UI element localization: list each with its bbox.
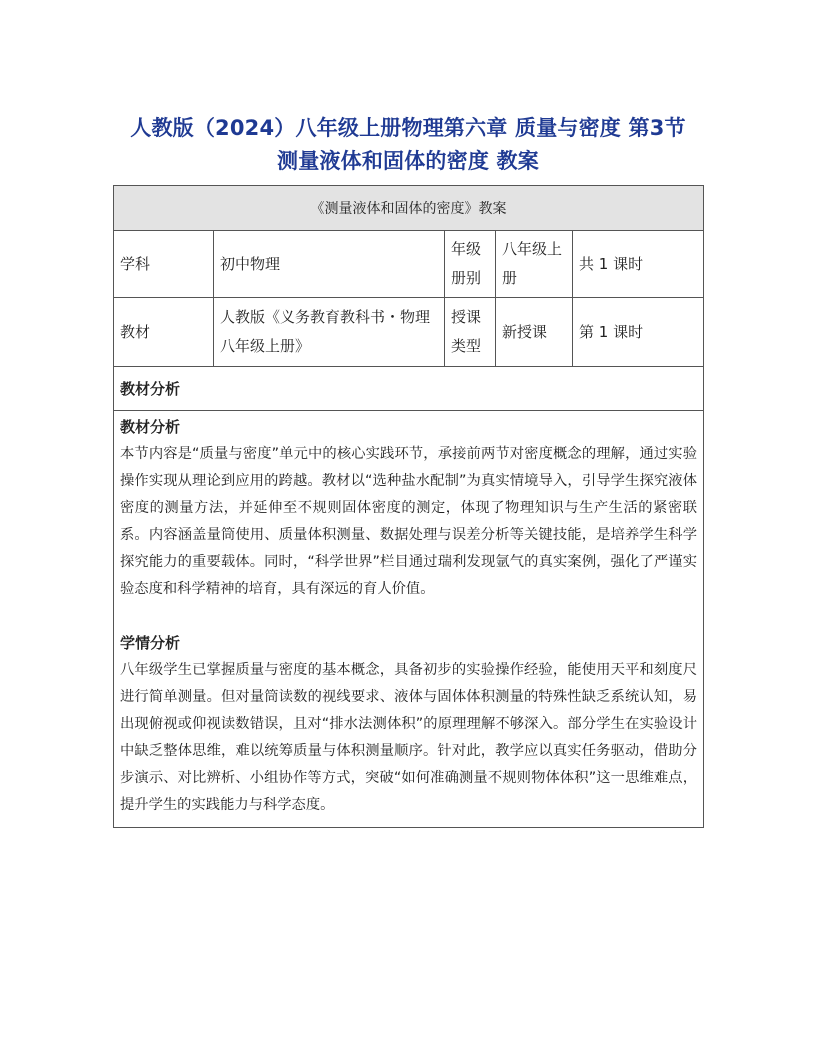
analysis-content bbox=[114, 411, 704, 828]
textbook-analysis-text: 本节内容是“质量与密度”单元中的核心实践环节，承接前两节对密度概念的理解，通过实验操作实现从理论到应用的跨越。教材以“选种盐水配制”为真实情境导入，引导学生探究液体密度的测量方法，并延伸至不规则固体密度的测定，体现了物理知识与生产生活的紧密联系。内容涵盖量筒使用、质量体积测量、数据处理与误差分析等关键技能，是培养学生科学探究能力的重要载体。同时，“科学世界”栏目通过瑞利发现氩气的真实案例，强化了严谨实验态度和科学精神的培育，具有深远的育人价值。 bbox=[120, 446, 698, 597]
table-header: 《测量液体和固体的密度》教案 bbox=[114, 186, 704, 231]
title-line-1: 人教版（2024）八年级上册物理第六章 质量与密度 第3节 bbox=[130, 116, 686, 140]
document-title bbox=[0, 112, 816, 178]
student-analysis-heading: 学情分析 bbox=[120, 634, 181, 652]
subject-label: 学科 bbox=[114, 231, 214, 298]
lesson-number: 第 1 课时 bbox=[573, 298, 704, 367]
student-analysis-text: 八年级学生已掌握质量与密度的基本概念，具备初步的实验操作经验，能使用天平和刻度尺进行简单测量。但对量筒读数的视线要求、液体与固体体积测量的特殊性缺乏系统认知，易出现俯视或仰视读数错误，且对“排水法测体积”的原理理解不够深入。部分学生在实验设计中缺乏整体思维，难以统筹质量与体积测量顺序。针对此，教学应以真实任务驱动，借助分步演示、对比辨析、小组协作等方式，突破“如何准确测量不规则物体体积”这一思维难点，提升学生的实践能力与科学态度。 bbox=[120, 662, 698, 813]
textbook-label: 教材 bbox=[114, 298, 214, 367]
subject-value: 初中物理 bbox=[214, 231, 445, 298]
title-line-2: 测量液体和固体的密度 教案 bbox=[277, 149, 539, 173]
textbook-value: 人教版《义务教育教科书・物理八年级上册》 bbox=[214, 298, 445, 367]
grade-value: 八年级上册 bbox=[496, 231, 573, 298]
lesson-plan-table bbox=[113, 185, 704, 828]
lesson-type-label: 授课类型 bbox=[445, 298, 496, 367]
lesson-type-value: 新授课 bbox=[496, 298, 573, 367]
section-title: 教材分析 bbox=[114, 367, 704, 411]
total-hours: 共 1 课时 bbox=[573, 231, 704, 298]
textbook-analysis-heading: 教材分析 bbox=[120, 418, 181, 436]
table-row bbox=[114, 231, 704, 298]
table-row bbox=[114, 298, 704, 367]
grade-label: 年级册别 bbox=[445, 231, 496, 298]
